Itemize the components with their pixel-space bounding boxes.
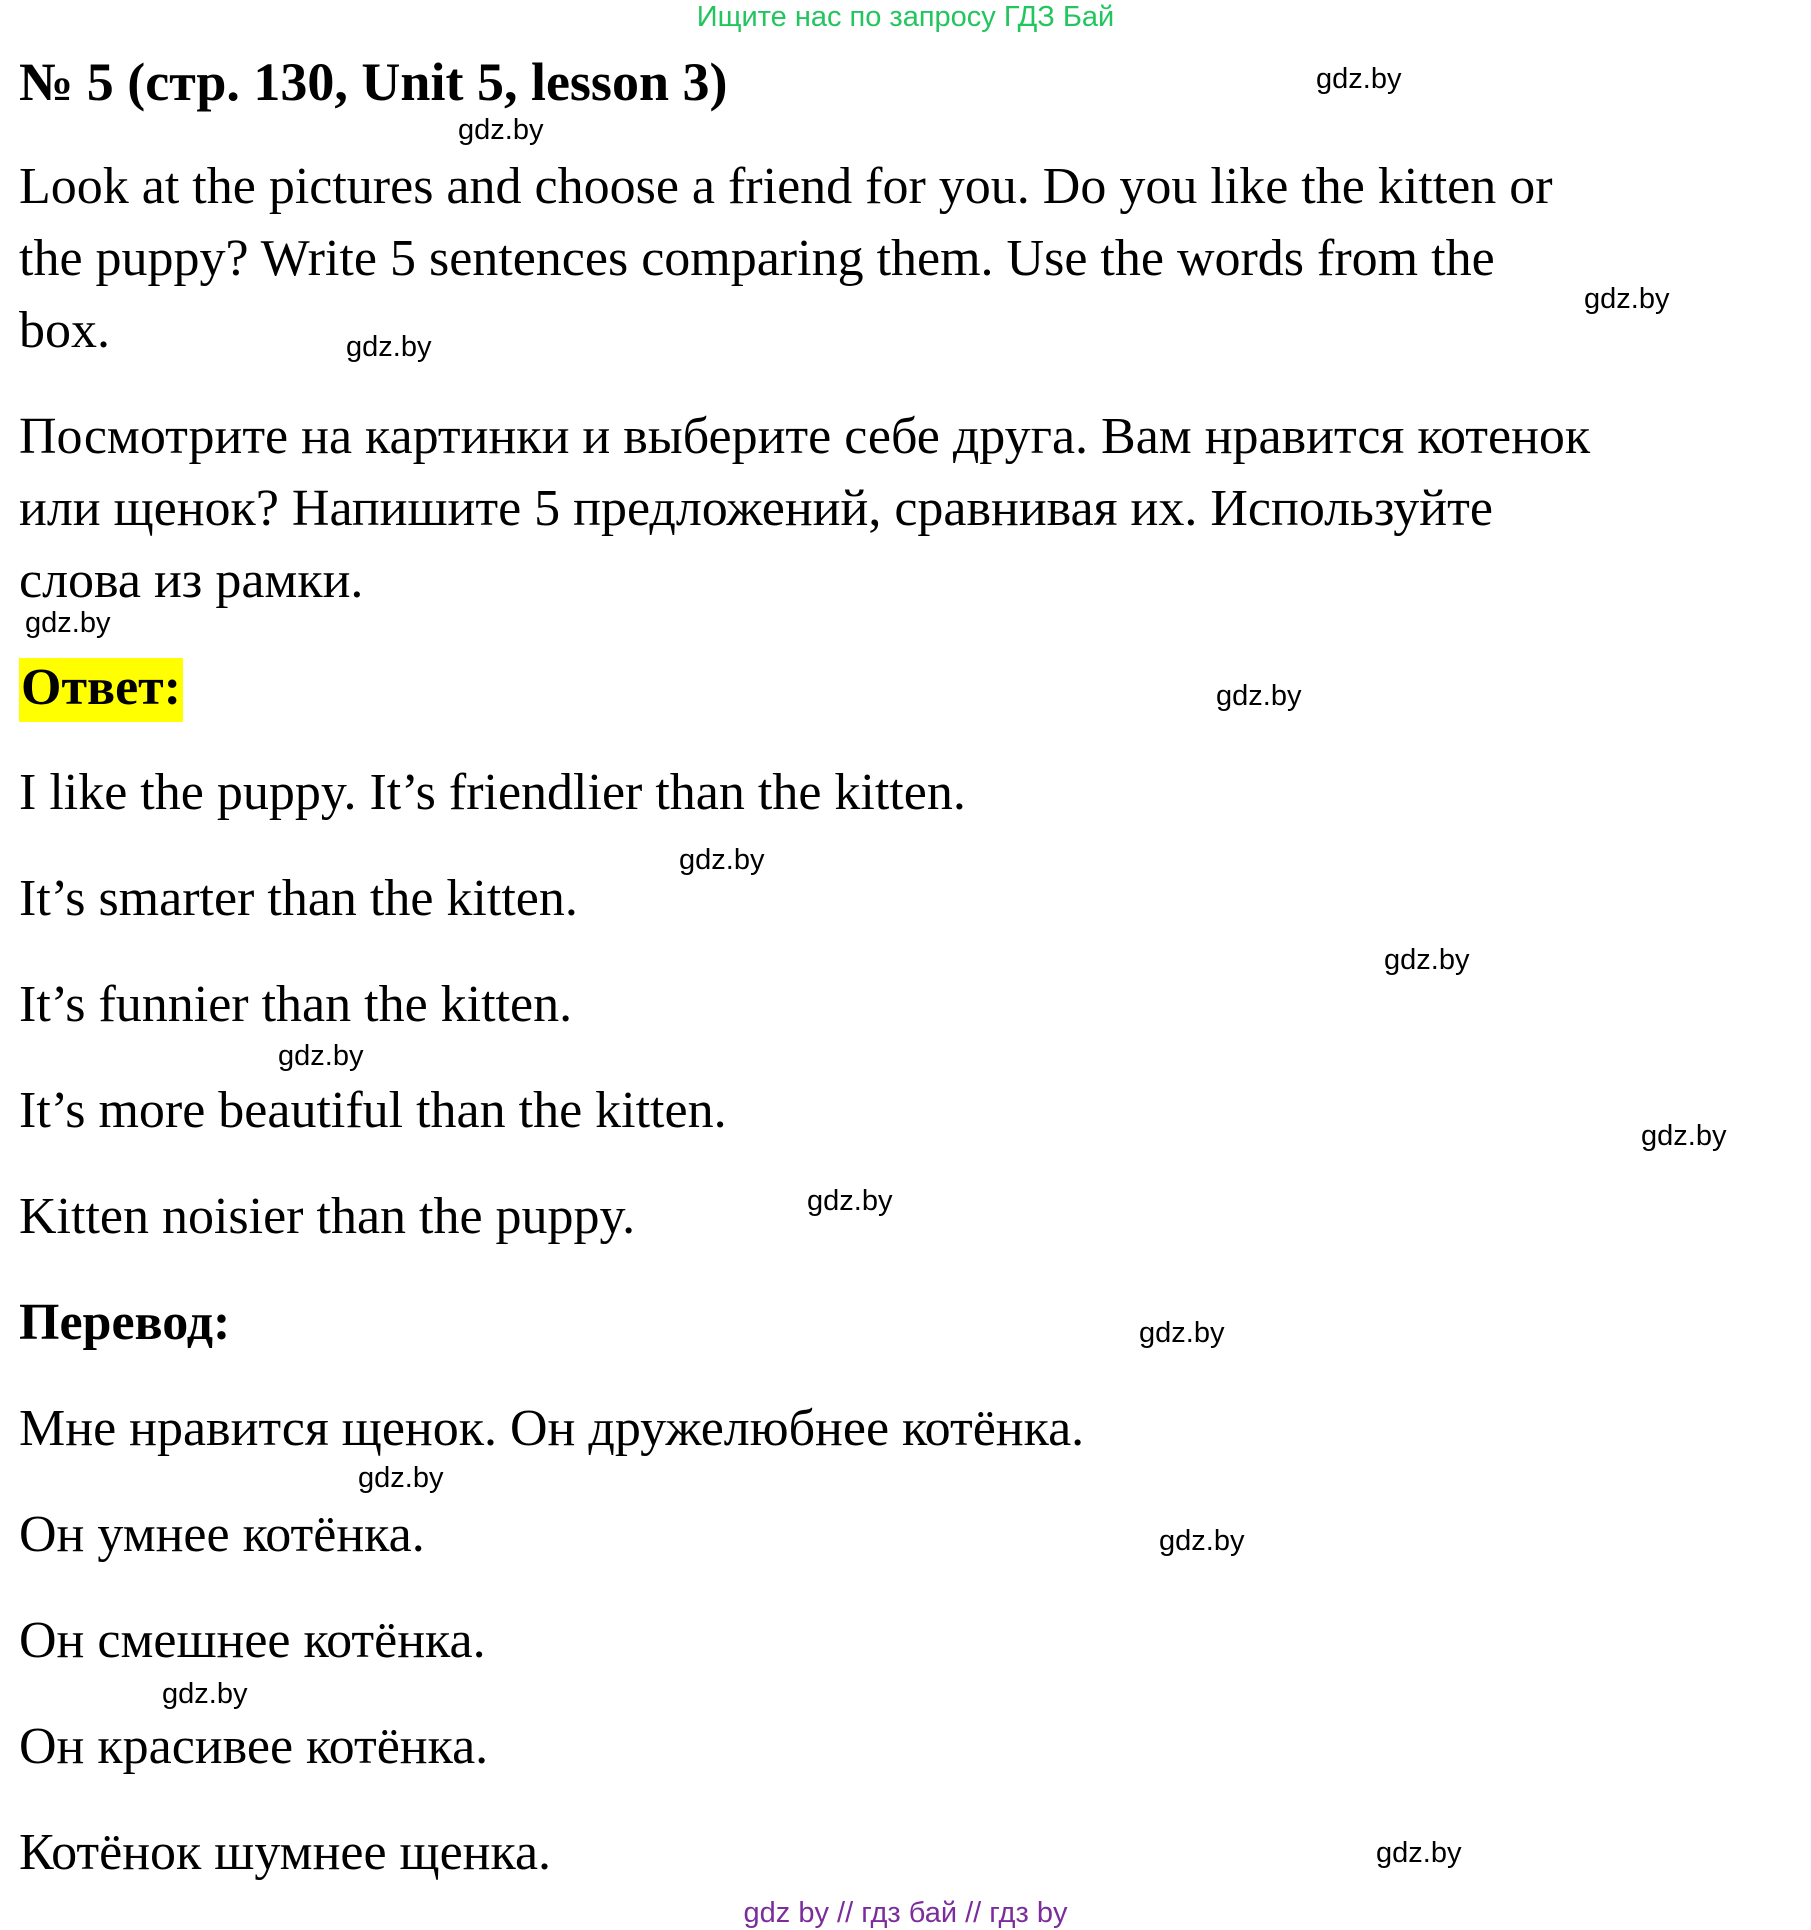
exercise-heading: № 5 (стр. 130, Unit 5, lesson 3) [19, 52, 728, 112]
watermark: gdz.by [1384, 944, 1470, 976]
task-ru-line-3: слова из рамки. [19, 552, 364, 609]
answer-sentence-4: It’s more beautiful than the kitten. [19, 1082, 727, 1139]
watermark: gdz.by [1216, 680, 1302, 712]
watermark: gdz.by [1139, 1317, 1225, 1349]
translation-sentence-2: Он умнее котёнка. [19, 1506, 425, 1563]
footer-links: gdz by // гдз бай // гдз by [743, 1897, 1068, 1929]
watermark: gdz.by [1584, 283, 1670, 315]
translation-label: Перевод: [19, 1294, 231, 1351]
answer-sentence-2: It’s smarter than the kitten. [19, 870, 578, 927]
watermark: gdz.by [162, 1678, 248, 1710]
top-banner: Ищите нас по запросу ГДЗ Бай [696, 1, 1115, 33]
task-ru-line-2: или щенок? Напишите 5 предложений, сравнивая их. Используйте [19, 480, 1493, 537]
translation-sentence-4: Он красивее котёнка. [19, 1718, 489, 1775]
task-ru-line-1: Посмотрите на картинки и выберите себе друга. Вам нравится котенок [19, 408, 1591, 465]
task-en-line-1: Look at the pictures and choose a friend for you. Do you like the kitten or [19, 158, 1553, 215]
translation-sentence-5: Котёнок шумнее щенка. [19, 1824, 552, 1881]
task-en-line-3: box. [19, 302, 110, 359]
watermark: gdz.by [1159, 1525, 1245, 1557]
translation-sentence-1: Мне нравится щенок. Он дружелюбнее котёнка. [19, 1400, 1085, 1457]
watermark: gdz.by [346, 331, 432, 363]
watermark: gdz.by [358, 1462, 444, 1494]
translation-sentence-3: Он смешнее котёнка. [19, 1612, 486, 1669]
answer-sentence-5: Kitten noisier than the puppy. [19, 1188, 636, 1245]
watermark: gdz.by [25, 607, 111, 639]
answer-label: Ответ: [19, 658, 183, 722]
watermark: gdz.by [1641, 1120, 1727, 1152]
watermark: gdz.by [458, 114, 544, 146]
watermark: gdz.by [1376, 1837, 1462, 1869]
watermark: gdz.by [278, 1040, 364, 1072]
watermark: gdz.by [807, 1185, 893, 1217]
answer-sentence-1: I like the puppy. It’s friendlier than the kitten. [19, 764, 966, 821]
answer-sentence-3: It’s funnier than the kitten. [19, 976, 573, 1033]
watermark: gdz.by [679, 844, 765, 876]
task-en-line-2: the puppy? Write 5 sentences comparing them. Use the words from the [19, 230, 1495, 287]
watermark: gdz.by [1316, 63, 1402, 95]
